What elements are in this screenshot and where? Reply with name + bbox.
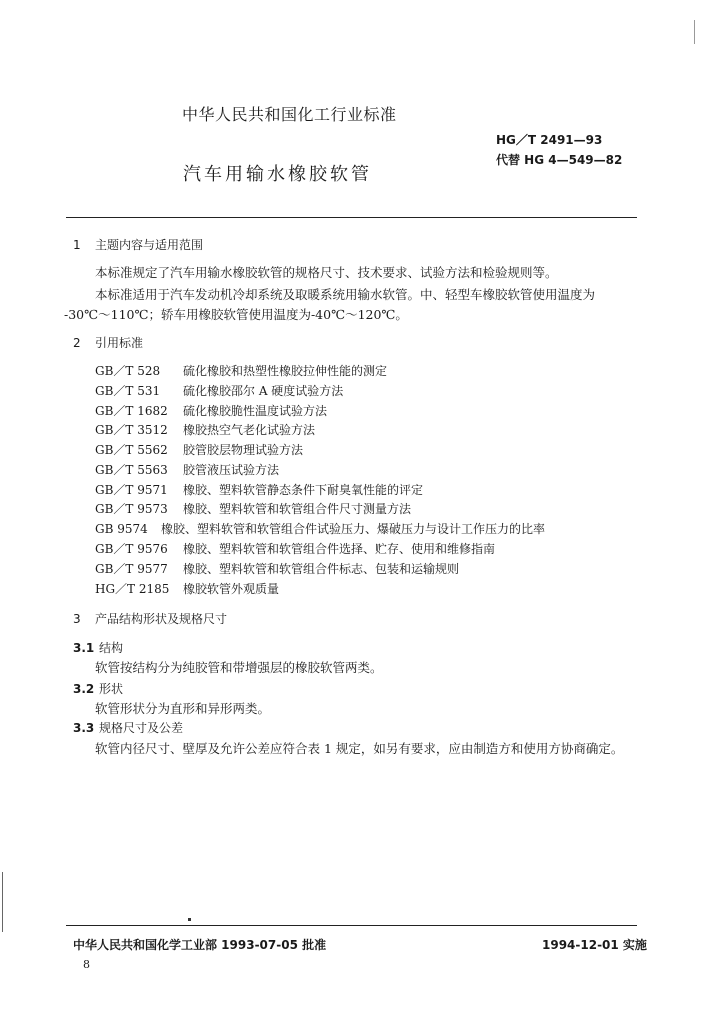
approval-line: 中华人民共和国化学工业部 1993-07-05 批准 [73, 938, 327, 952]
reference-code: GB／T 9573 [95, 502, 168, 516]
reference-title: 橡胶软管外观质量 [183, 582, 280, 596]
section-1-heading [73, 236, 203, 253]
reference-title: 硫化橡胶脆性温度试验方法 [183, 404, 328, 418]
effective-date: 1994-12-01 实施 [542, 938, 647, 952]
section-2-heading [73, 334, 143, 351]
reference-code: GB／T 9577 [95, 562, 168, 576]
section-number: 3 [73, 612, 81, 626]
reference-item [95, 481, 423, 498]
reference-code: GB／T 5562 [95, 443, 168, 457]
section-title: 产品结构形状及规格尺寸 [95, 612, 228, 626]
reference-item [95, 560, 459, 577]
reference-code: GB／T 9576 [95, 542, 168, 556]
reference-title: 胶管胶层物理试验方法 [183, 443, 304, 457]
section-title: 引用标准 [95, 336, 144, 350]
paragraph: 软管形状分为直形和异形两类。 [95, 701, 271, 716]
replaces-code: 代替 HG 4—549—82 [496, 153, 623, 167]
subsection-number: 3.3 [73, 721, 95, 735]
reference-title: 硫化橡胶和热塑性橡胶拉伸性能的测定 [183, 364, 388, 378]
reference-item [95, 402, 327, 419]
subsection-number: 3.1 [73, 641, 95, 655]
reference-title: 胶管液压试验方法 [183, 463, 280, 477]
paragraph: 软管内径尺寸、壁厚及允许公差应符合表 1 规定，如另有要求，应由制造方和使用方协商确定。 [95, 741, 624, 756]
reference-item [95, 580, 279, 597]
reference-item [95, 421, 315, 438]
reference-item [95, 441, 303, 458]
reference-code: GB／T 9571 [95, 483, 168, 497]
document-title: 汽车用输水橡胶软管 [183, 164, 372, 185]
subsection-title: 形状 [99, 682, 124, 696]
footer-divider [66, 925, 637, 926]
scan-edge-mark [694, 20, 695, 44]
reference-item [95, 362, 387, 379]
subsection-3-2-heading [73, 680, 123, 697]
subsection-number: 3.2 [73, 682, 95, 696]
paragraph: 本标准适用于汽车发动机冷却系统及取暖系统用输水软管。中、轻型车橡胶软管使用温度为 [95, 287, 596, 302]
section-number: 1 [73, 238, 81, 252]
reference-code: GB／T 531 [95, 384, 161, 398]
scan-edge-mark [2, 872, 3, 932]
reference-code: GB／T 3512 [95, 423, 168, 437]
reference-item [95, 500, 411, 517]
reference-title: 橡胶、塑料软管和软管组合件尺寸测量方法 [183, 502, 412, 516]
reference-title: 橡胶热空气老化试验方法 [183, 423, 316, 437]
reference-code: GB 9574 [95, 522, 148, 536]
reference-title: 橡胶、塑料软管和软管组合件选择、贮存、使用和维修指南 [183, 542, 496, 556]
paragraph: 本标准规定了汽车用输水橡胶软管的规格尺寸、技术要求、试验方法和检验规则等。 [95, 265, 558, 280]
paragraph: 软管按结构分为纯胶管和带增强层的橡胶软管两类。 [95, 660, 383, 675]
subsection-3-3-heading [73, 719, 183, 736]
subsection-title: 结构 [99, 641, 124, 655]
reference-title: 硫化橡胶邵尔 A 硬度试验方法 [183, 384, 344, 398]
reference-title: 橡胶、塑料软管和软管组合件标志、包装和运输规则 [183, 562, 460, 576]
page-number: 8 [83, 958, 90, 971]
reference-title: 橡胶、塑料软管和软管组合件试验压力、爆破压力与设计工作压力的比率 [161, 522, 546, 536]
header-divider [66, 217, 637, 218]
reference-code: GB／T 528 [95, 364, 161, 378]
reference-item [95, 461, 279, 478]
reference-code: HG／T 2185 [95, 582, 170, 596]
section-title: 主题内容与适用范围 [95, 238, 204, 252]
standard-org-heading: 中华人民共和国化工行业标准 [182, 105, 397, 124]
reference-item [95, 382, 343, 399]
subsection-title: 规格尺寸及公差 [99, 721, 184, 735]
subsection-3-1-heading [73, 639, 123, 656]
reference-item [95, 520, 545, 537]
scan-speck [188, 918, 191, 921]
reference-item [95, 540, 495, 557]
reference-code: GB／T 5563 [95, 463, 168, 477]
section-3-heading [73, 610, 227, 627]
standard-code: HG／T 2491—93 [496, 133, 603, 147]
reference-title: 橡胶、塑料软管静态条件下耐臭氧性能的评定 [183, 483, 424, 497]
paragraph-continued: -30℃～110℃；轿车用橡胶软管使用温度为-40℃～120℃。 [64, 307, 408, 322]
section-number: 2 [73, 336, 81, 350]
reference-code: GB／T 1682 [95, 404, 168, 418]
